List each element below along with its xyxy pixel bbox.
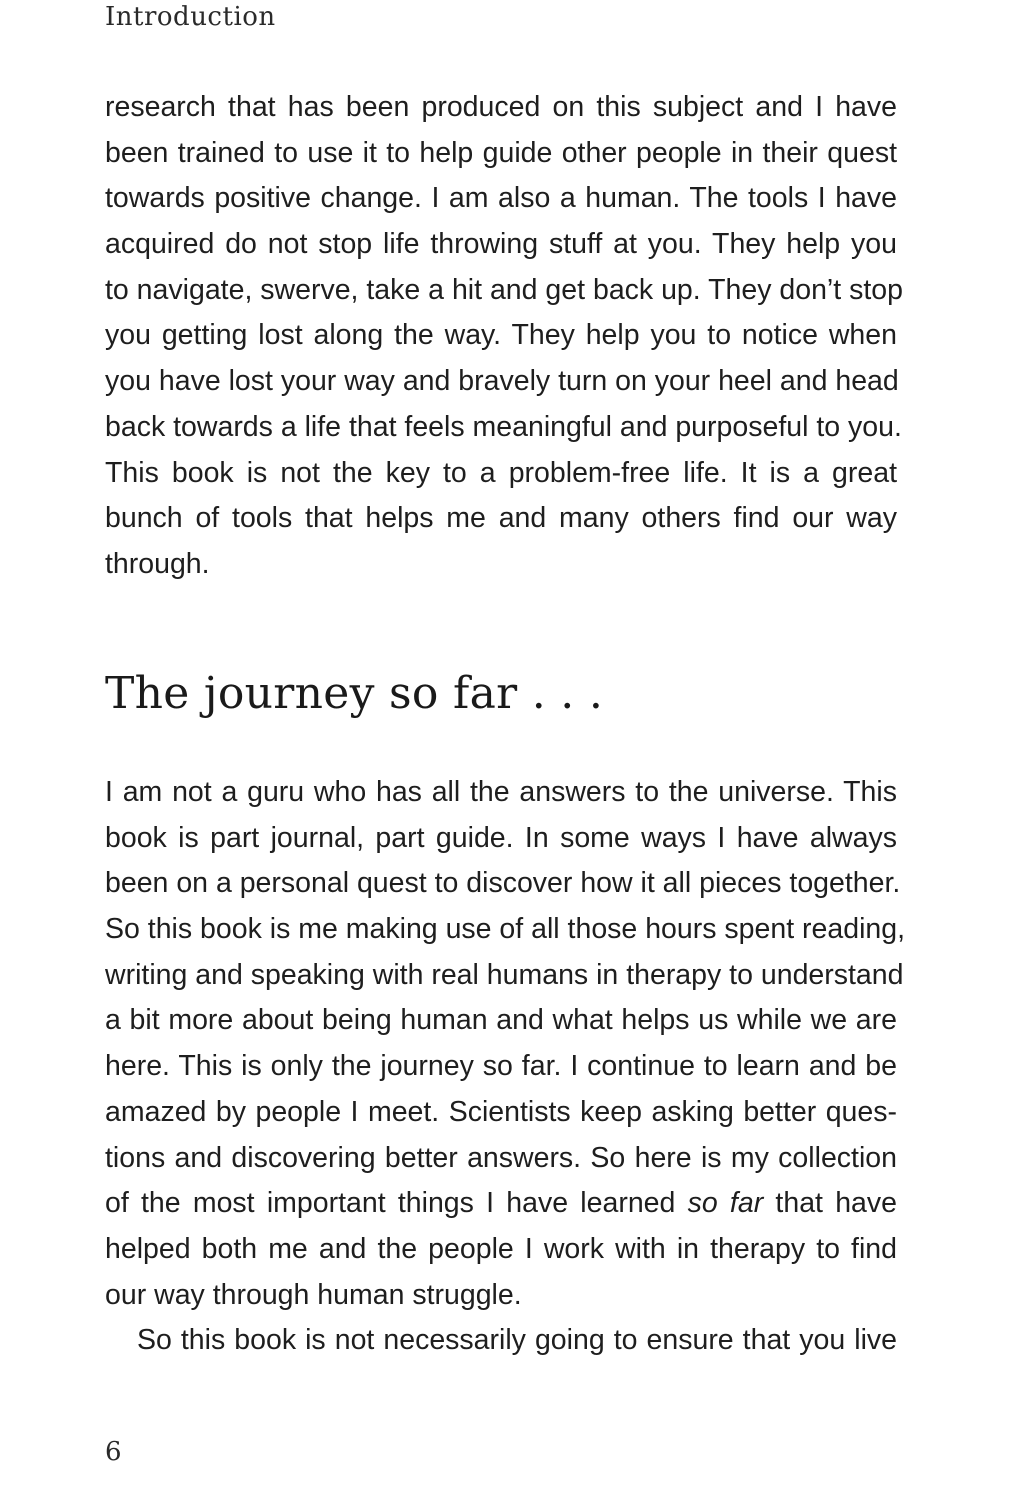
paragraph-line: tions and discovering better answers. So here is my collection <box>105 1141 897 1174</box>
paragraph-line: been trained to use it to help guide other people in their quest <box>105 136 897 169</box>
paragraph-line: towards positive change. I am also a human. The tools I have <box>105 182 897 215</box>
paragraph-line: This book is not the key to a problem-free life. It is a great <box>105 456 897 489</box>
page-number: 6 <box>105 1437 122 1467</box>
paragraph-line-with-emphasis <box>105 1181 897 1227</box>
paragraph-line: helped both me and the people I work with in therapy to find <box>105 1232 897 1265</box>
paragraph-3-first-line: So this book is not necessarily going to ensure that you live <box>137 1324 897 1357</box>
running-head: Introduction <box>105 2 276 32</box>
paragraph-line: you getting lost along the way. They help you to notice when <box>105 319 897 352</box>
paragraph-line: a bit more about being human and what helps us while we are <box>105 1004 897 1037</box>
paragraph-line: through. <box>105 547 210 580</box>
line-text-after: that have <box>763 1187 897 1220</box>
paragraph-line: amazed by people I meet. Scientists keep asking better ques- <box>105 1095 897 1128</box>
paragraph-line: writing and speaking with real humans in therapy to understand <box>105 958 904 991</box>
paragraph-2 <box>105 770 906 1364</box>
paragraph-1 <box>105 85 903 588</box>
emphasis-text: so far <box>687 1187 764 1220</box>
section-heading: The journey so far . . . <box>105 668 604 719</box>
paragraph-line: back towards a life that feels meaningful and purposeful to you. <box>105 410 902 443</box>
paragraph-line: bunch of tools that helps me and many others find our way <box>105 502 897 535</box>
paragraph-line: acquired do not stop life throwing stuff at you. They help you <box>105 228 897 261</box>
paragraph-line: here. This is only the journey so far. I continue to learn and be <box>105 1050 897 1083</box>
paragraph-line: our way through human struggle. <box>105 1278 522 1311</box>
paragraph-line: So this book is me making use of all those hours spent reading, <box>105 913 906 946</box>
paragraph-line: you have lost your way and bravely turn on your heel and head <box>105 365 899 398</box>
paragraph-line: research that has been produced on this subject and I have <box>105 91 897 123</box>
line-text-before: of the most important things I have learned <box>105 1187 688 1220</box>
paragraph-line: been on a personal quest to discover how it all pieces together. <box>105 867 901 900</box>
paragraph-line: book is part journal, part guide. In some ways I have always <box>105 821 897 854</box>
paragraph-line: I am not a guru who has all the answers to the universe. This <box>105 776 897 808</box>
paragraph-line: to navigate, swerve, take a hit and get back up. They don’t stop <box>105 273 903 306</box>
